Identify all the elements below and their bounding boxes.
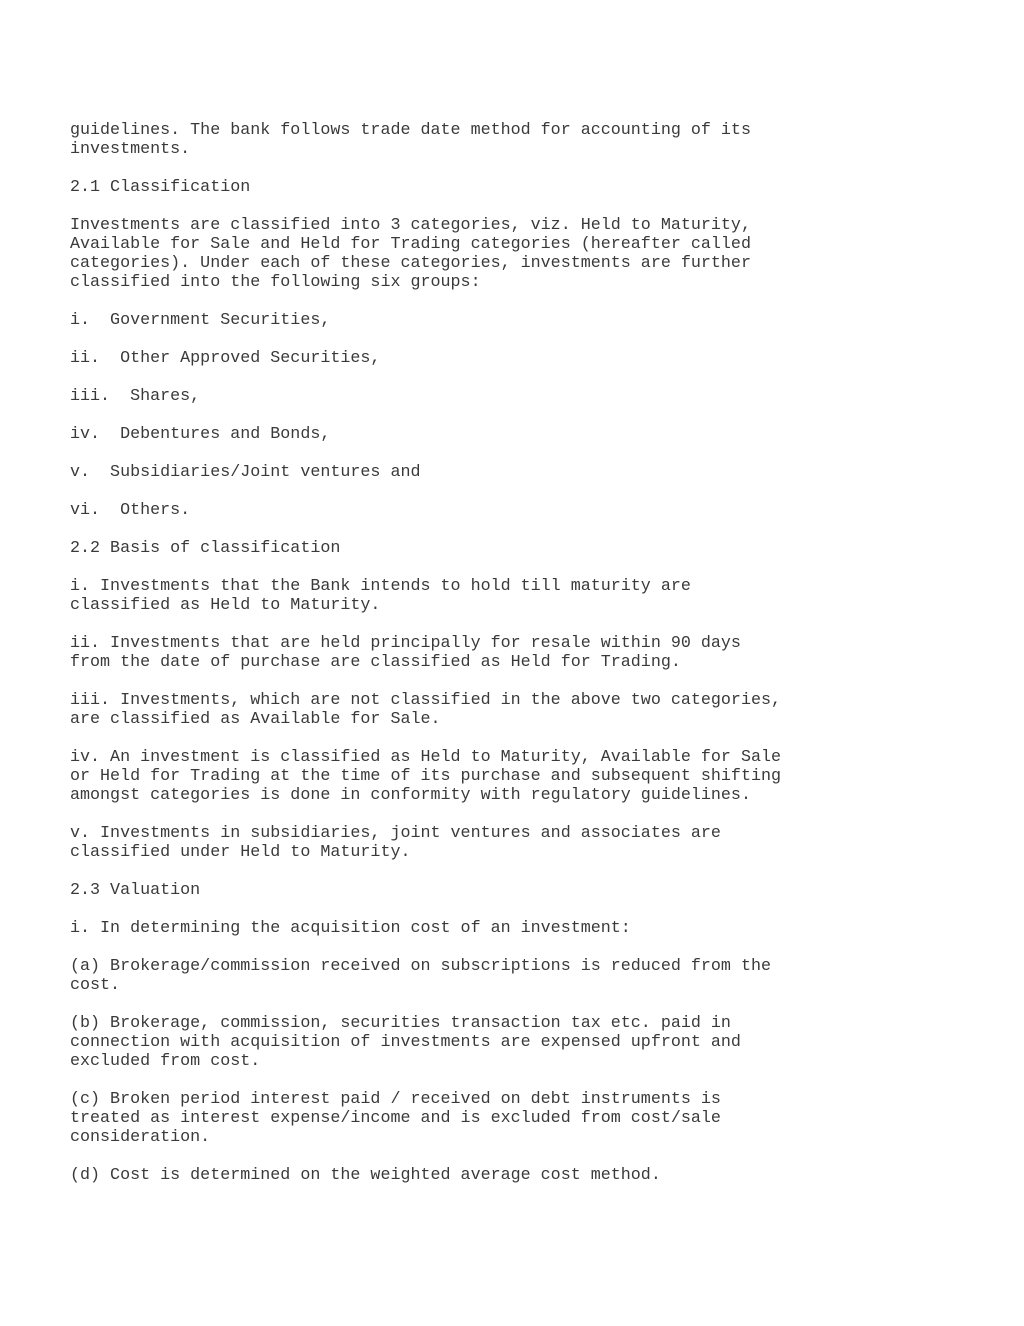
valuation-subitem-c: (c) Broken period interest paid / received on debt instruments is treated as interest expense/income and is excluded from cost/sale consideration.: [70, 1090, 721, 1147]
basis-item-held-for-trading: ii. Investments that are held principally for resale within 90 days from the date of purchase are classified as Held for Trading.: [70, 634, 741, 672]
document-page: [70, 121, 970, 1204]
list-item-shares: iii. Shares,: [70, 387, 201, 406]
list-item-other-approved-securities: ii. Other Approved Securities,: [70, 349, 381, 368]
valuation-subitem-a: (a) Brokerage/commission received on subscriptions is reduced from the cost.: [70, 957, 771, 995]
valuation-subitem-d: (d) Cost is determined on the weighted average cost method.: [70, 1166, 661, 1185]
paragraph-classification: Investments are classified into 3 categories, viz. Held to Maturity, Available for Sale and Held for Trading categories (hereafter called categories). Under each of these categories, investments are further classified into the following six groups:: [70, 216, 751, 292]
basis-item-held-to-maturity: i. Investments that the Bank intends to hold till maturity are classified as Held to Maturity.: [70, 577, 691, 615]
list-item-debentures-bonds: iv. Debentures and Bonds,: [70, 425, 331, 444]
list-item-government-securities: i. Government Securities,: [70, 311, 331, 330]
valuation-item-acquisition-cost: i. In determining the acquisition cost of an investment:: [70, 919, 631, 938]
basis-item-subsidiaries: v. Investments in subsidiaries, joint ventures and associates are classified under Held to Maturity.: [70, 824, 721, 862]
basis-item-available-for-sale: iii. Investments, which are not classified in the above two categories, are classified as Available for Sale.: [70, 691, 782, 729]
paragraph-intro-continuation: guidelines. The bank follows trade date method for accounting of its investments.: [70, 121, 751, 159]
section-heading-valuation: 2.3 Valuation: [70, 881, 201, 900]
section-heading-basis-of-classification: 2.2 Basis of classification: [70, 539, 341, 558]
list-item-subsidiaries: v. Subsidiaries/Joint ventures and: [70, 463, 421, 482]
valuation-subitem-b: (b) Brokerage, commission, securities transaction tax etc. paid in connection with acquisition of investments are expensed upfront and excluded from cost.: [70, 1014, 741, 1071]
basis-item-classification-at-purchase: iv. An investment is classified as Held to Maturity, Available for Sale or Held for Trading at the time of its purchase and subsequent shifting amongst categories is done in conformity with regulatory guidelines.: [70, 748, 782, 805]
section-heading-classification: 2.1 Classification: [70, 178, 251, 197]
list-item-others: vi. Others.: [70, 501, 191, 520]
